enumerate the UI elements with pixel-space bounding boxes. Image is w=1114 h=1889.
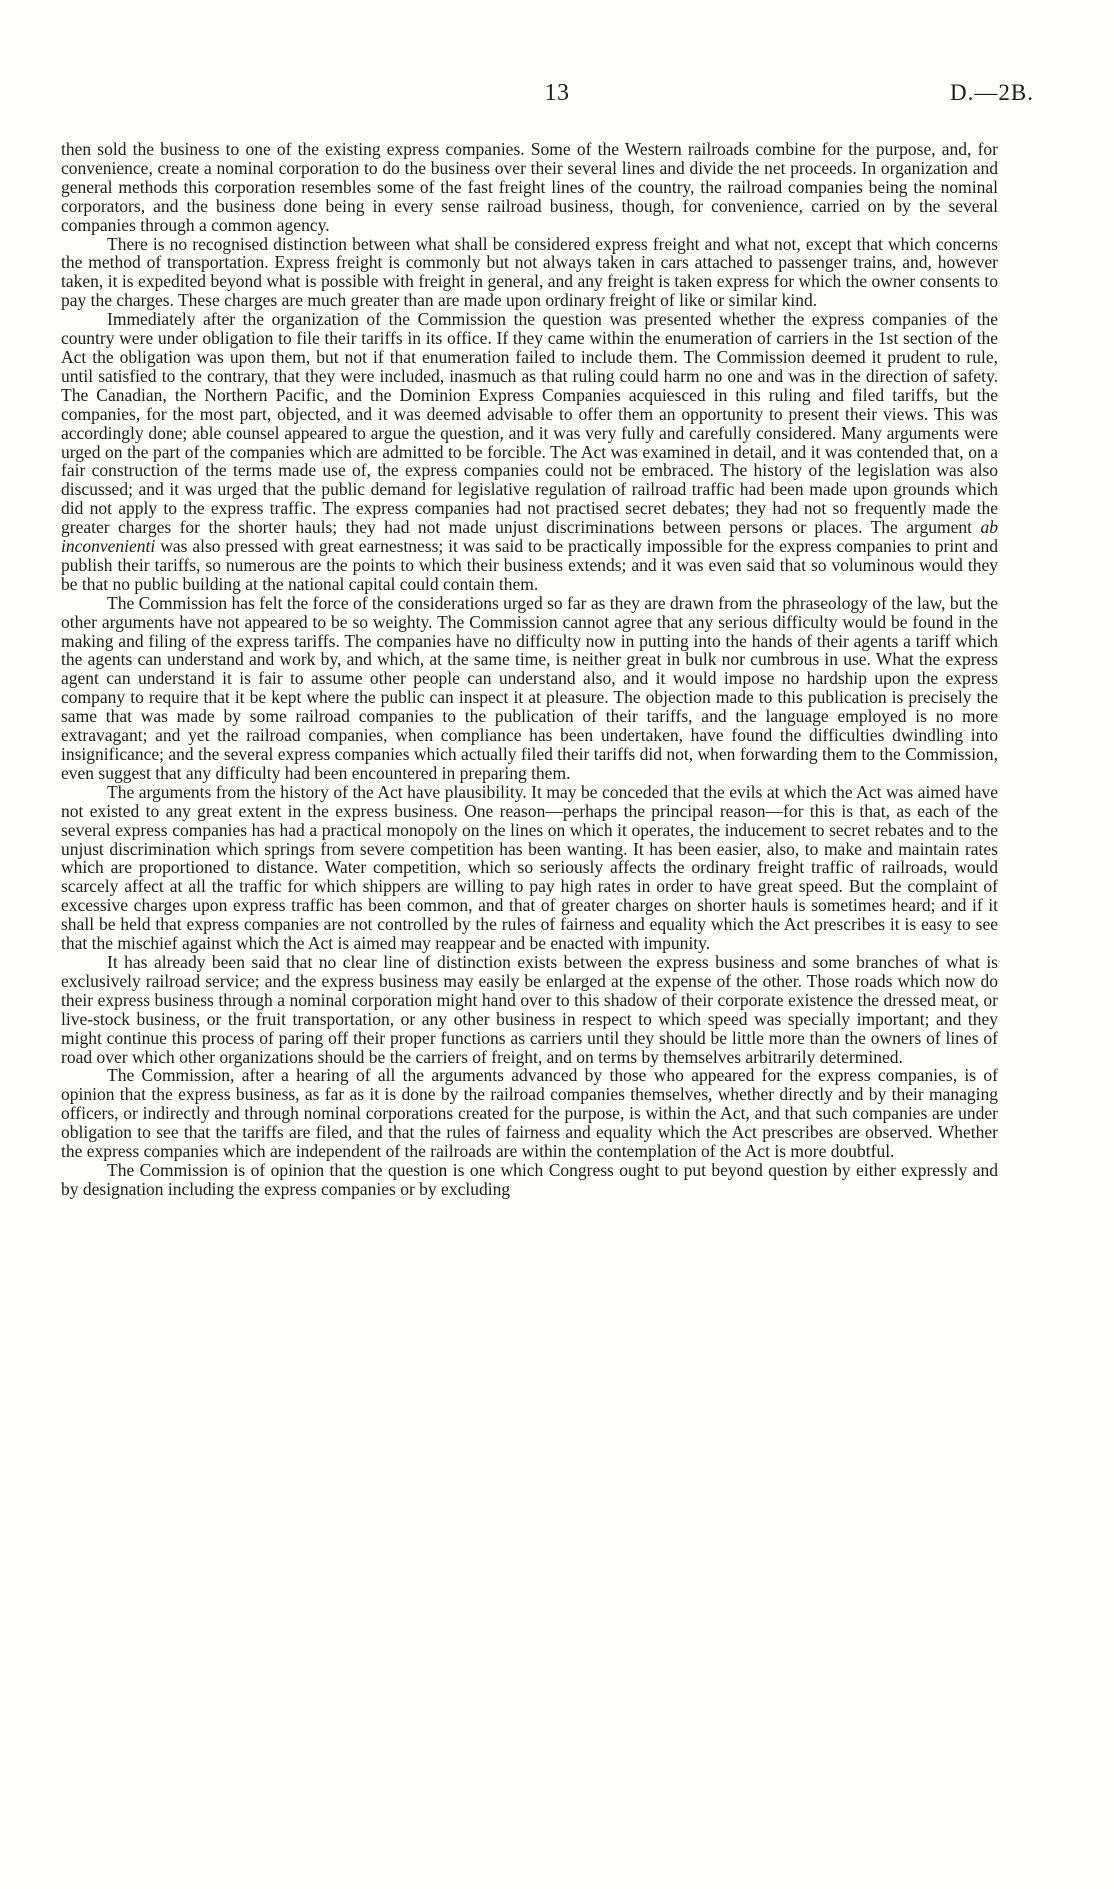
paragraph-commission-ruling [61,310,998,594]
paragraph-considerations: The Commission has felt the force of the considerations urged so far as they are drawn from the phraseology of the law, but the other arguments have not appeared to be so weighty. The Commission cannot agree that any serious difficulty would be found in the making and filing of the express tariffs. The companies have no difficulty now in putting into the hands of their agents a tariff which the agents can understand and work by, and which, at the same time, is neither great in bulk nor cumbrous in use. What the express agent can understand it is fair to assume other people can understand also, and it would impose no hardship upon the express company to require that it be kept where the public can inspect it at pleasure. The objection made to this publication is precisely the same that was made by some railroad companies to the publication of their tariffs, and the language employed is no more extravagant; and yet the railroad companies, when compliance has been undertaken, have found the difficulties dwindling into insignificance; and the several express companies which actually filed their tariffs did not, when forwarding them to the Commission, even suggest that any difficulty had been encountered in preparing them. [61,592,998,783]
paragraph-commission-opinion: The Commission, after a hearing of all the arguments advanced by those who appeared for the express companies, is of opinion that the express business, as far as it is done by the railroad companies themselves, whether directly and by their managing officers, or indirectly and through nominal corporations created for the purpose, is within the Act, and that such companies are under obligation to see that the tariffs are filed, and that the rules of fairness and equality which the Act prescribes are observed. Whether the express companies which are independent of the railroads are within the contemplation of the Act is more doubtful. [61,1065,998,1162]
paragraph-history-arguments: The arguments from the history of the Act have plausibility. It may be conceded that the evils at which the Act was aimed have not existed to any great extent in the express business. One reason—perhaps the principal reason—for this is that, as each of the several express companies has had a practical monopoly on the lines on which it operates, the inducement to secret rebates and to the unjust discrimination which springs from severe competition has been wanting. It has been easier, also, to make and maintain rates which are proportioned to distance. Water competition, which so seriously affects the ordinary freight traffic of railroads, would scarcely affect at all the traffic for which shippers are willing to pay high rates in order to have great speed. But the complaint of excessive charges upon express traffic has been common, and that of greater charges on shorter hauls is sometimes heard; and if it shall be held that express companies are not controlled by the rules of fairness and equality which the Act prescribes it is easy to see that the mischief against which the Act is aimed may reappear and be enacted with impunity. [61,781,998,954]
page-number: 13 [544,80,570,106]
paragraph-distinction: It has already been said that no clear line of distinction exists between the express business and some branches of what is exclusively railroad service; and the express business may easily be enlarged at the expense of the other. Those roads which now do their express business through a nominal corporation might hand over to this shadow of their corporate existence the dressed meat, or live-stock business, or the fruit transportation, or any other business in respect to which speed was specially important; and they might continue this process of paring off their proper functions as carriers until they should be little more than the owners of lines of road over which other organizations should be the carriers of freight, and on terms by themselves arbitrarily determined. [61,951,998,1067]
paragraph-congress: The Commission is of opinion that the question is one which Congress ought to put beyond question by either expressly and by designation including the express companies or by excluding [61,1159,998,1199]
document-reference: D.—2B. [950,80,1034,105]
paragraph-express-freight-definition: There is no recognised distinction between what shall be considered express freight and what not, except that which concerns the method of transportation. Express freight is commonly but not always taken in cars attached to passenger trains, and, however taken, it is expedited beyond what is possible with freight in general, and any freight is taken express for which the owner consents to pay the charges. These charges are much greater than are made upon ordinary freight of like or similar kind. [61,233,998,311]
body-text [61,140,998,1199]
paragraph-text-segment: was also pressed with great earnestness; it was said to be practically impossible for the express companies to print and publish their tariffs, so numerous are the points to which their business extends; and it was even said that so voluminous would they be that no public building at the national capital could contain them. [61,536,998,594]
paragraph-text-segment: Immediately after the organization of the Commission the question was presented whether the express companies of the country were under obligation to file their tariffs in its office. If they came within the enumeration of carriers in the 1st section of the Act the obligation was upon them, but not if that enumeration failed to include them. The Commission deemed it prudent to rule, until satisfied to the contrary, that they were included, inasmuch as that ruling could harm no one and was in the direction of safety. The Canadian, the Northern Pacific, and the Dominion Express Companies acquiesced in this ruling and filed tariffs, but the companies, for the most part, objected, and it was deemed advisable to offer them an opportunity to present their views. This was accordingly done; able counsel appeared to argue the question, and it was very fully and carefully considered. Many arguments were urged on the part of the companies which are admitted to be forcible. The Act was examined in detail, and it was contended that, on a fair construction of the terms made use of, the express companies could not be embraced. The history of the legislation was also discussed; and it was urged that the public demand for legislative regulation of railroad traffic had been made upon grounds which did not apply to the express traffic. The express companies had not practised secret debates; they had not so frequently made the greater charges for the shorter hauls; they had not made unjust discriminations between persons or places. The argument [61,309,998,538]
latin-phrase: ab inconvenienti [61,517,998,557]
paragraph-continuation: then sold the business to one of the existing express companies. Some of the Western railroads combine for the purpose, and, for convenience, create a nominal corporation to do the business over their several lines and divide the net proceeds. In organization and general methods this corporation resembles some of the fast freight lines of the country, the railroad companies being the nominal corporators, and the business done being in every sense railroad business, though, for convenience, carried on by the several companies through a common agency. [61,139,998,235]
